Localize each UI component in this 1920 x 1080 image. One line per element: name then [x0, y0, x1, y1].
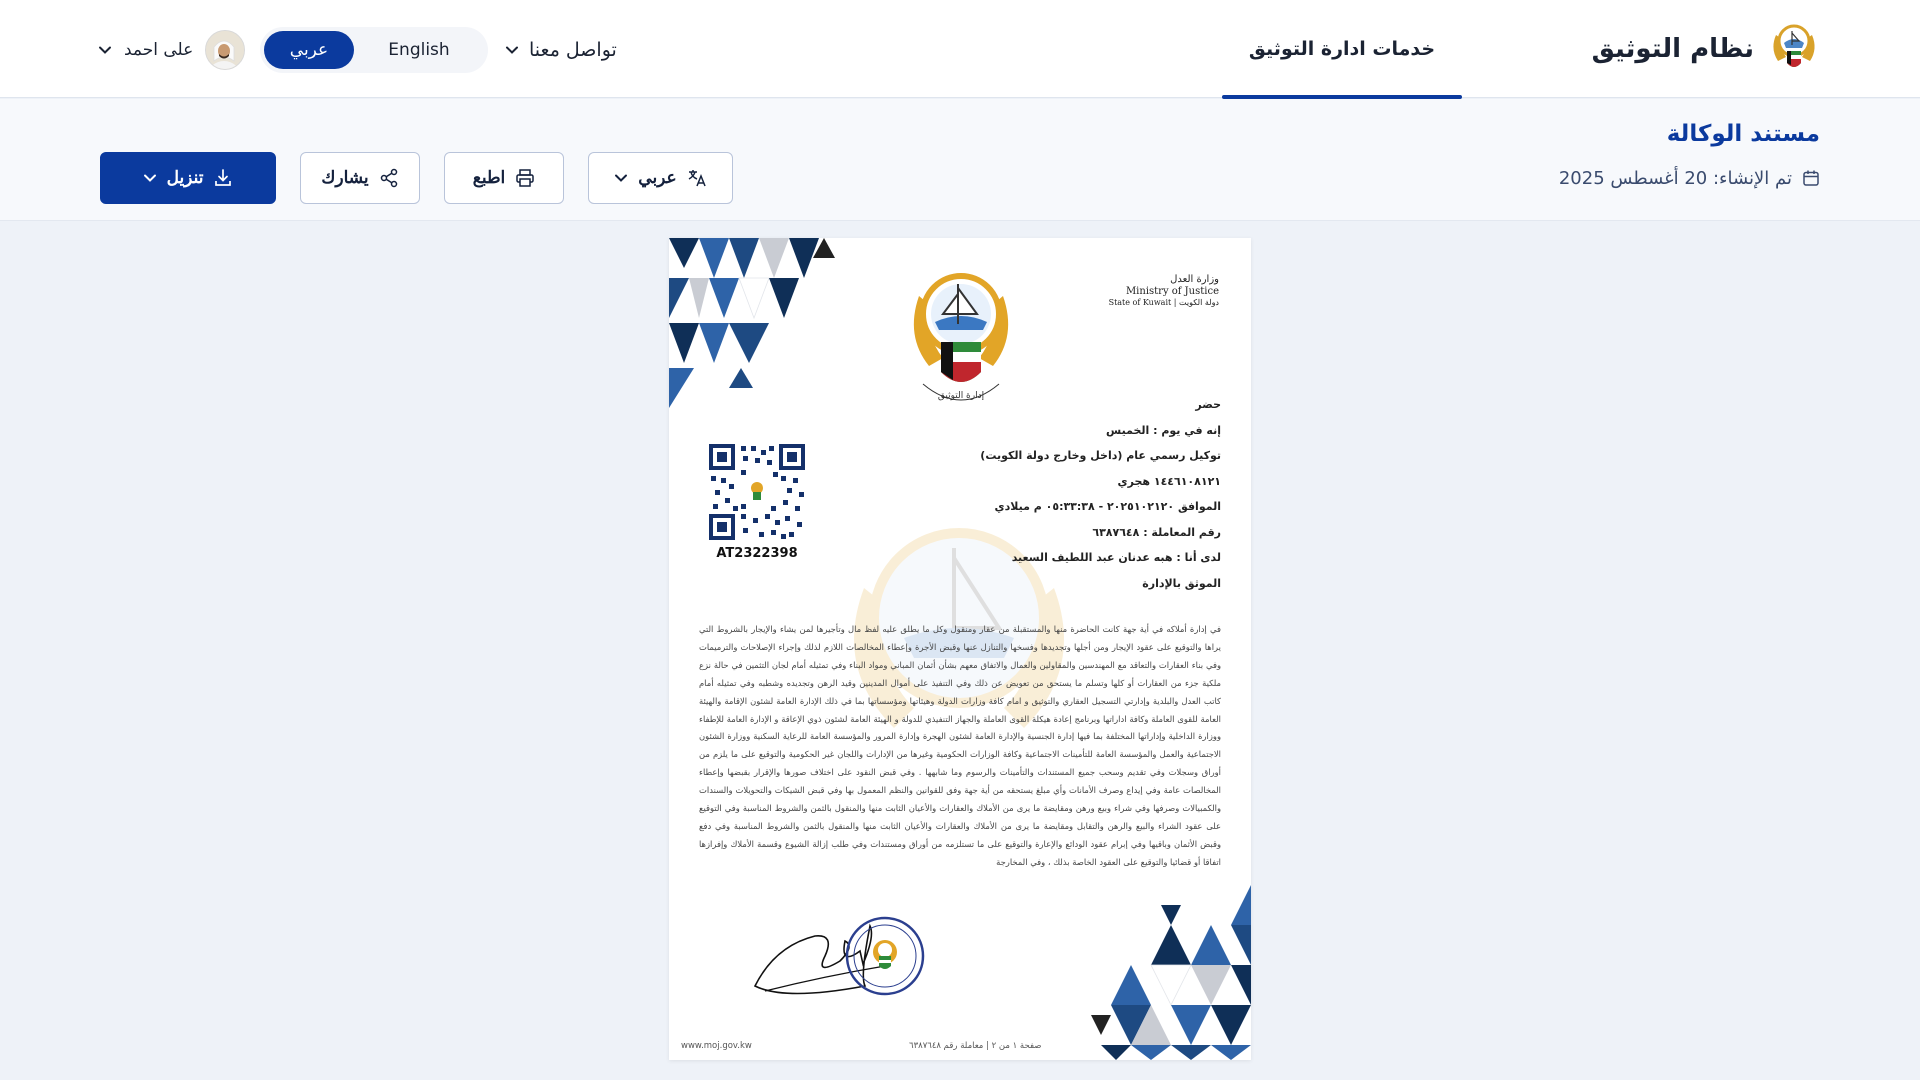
brand-title: نظام التوثيق [1591, 34, 1754, 64]
svg-text:إدارة التوثيق: إدارة التوثيق [937, 391, 985, 401]
brand[interactable] [1592, 20, 1820, 78]
state-name: State of Kuwait | دولة الكويت [1108, 298, 1219, 307]
triangle-decoration-bottom [1081, 885, 1251, 1060]
emblem-icon [1768, 21, 1820, 77]
avatar [205, 30, 245, 70]
print-button[interactable] [444, 152, 564, 204]
qr-code-icon [709, 444, 805, 540]
page-title: مستند الوكالة [1666, 121, 1820, 147]
document-body: في إدارة أملاكه في أية جهة كانت الحاضرة منها والمستقبلة من عقار ومنقول وكل ما يطلق عليه لفظ مال وتأجيرها لمن يشاء والإيجار بالشروط التي يراها والتوقيع على عقود الإيجار ومن أجلها وتجديدها وفسخها والتنازل عنها وقبض الأجرة وإعطاء المخالصات اللازم لذلك وإجراء الإصلاحات والترميمات وفي بناء العقارات والتعاقد مع المهندسين والمقاولين والعمال والاتفاق معهم بشأن أثمان المباني ومواد البناء وفي تمثيله أمام لجان التثمين في حالة نزع ملكية جزء من العقارات أو كلها وتسلم ما يستحق من تعويض عن ذلك وفي التنفيذ على أموال المدينين وقيد الرهن وتجديده وشطبه وفي تمثيله أمام كاتب العدل والبلدية وإدارتي التسجيل العقاري والتوثيق و امام كافة وزارات الدولة وهيئاتها ومؤسساتها بما في ذلك الإدارة العامة لشئون الإقامة والهيئة العامة للقوى العاملة وكافة اداراتها وبرنامج إعادة هيكلة القوى العاملة والجهاز التنفيذي للدولة و الهيئة العامة لشئون ذوي الإعاقة و الإدارة العامة للإطفاء ووزارة الداخلية وإداراتها المختلفة بما فيها إدارة الجنسية والإدارة العامة لشئون الهجرة وإدارة المرور والمؤسسة العامة للرعاية السكنية ووزارة الشئون الاجتماعية والعمل والمؤسسة العامة للتأمينات الاجتماعية وكافة الوزارات الحكومية وغيرها من الإدارات واللجان غير الحكومية والتوقيع على ما يلزم من أوراق وسجلات وفي تقديم وسحب جميع المستندات والتأمينات والرسوم وما شابهها . وفي قبض النقود على اختلاف صورها والإقرار بقبضها وإعطاء المخالصات عامة وفي إيداع وصرف الأمانات وأي مبلغ يستحقه من أية جهة وفق للقوانين والنظم المعمول بها وفي قبض الشيكات والتحويلات والسندات والكمبيالات وصرفها وفي شراء وبيع ورهن ومقايضة ما يرى من الأملاك والعقارات والأعيان الثابت منها والمنقول بالثمن والشروط المناسبة وفي التوقيع على عقود الشراء والبيع والرهن والتقابل ومقايضة ما يرى من الأملاك والعقارات والأعيان الثابت منها والمنقول بالثمن والشروط المناسبة وفي دفع وقبض الأثمان وباقيها وفي إبرام عقود الودائع والإعارة والتوقيع على ما تستلزمه من أوراق ومستندات وفي طلب إزالة الشيوع وقسمة الأملاك وإفرازها اتفاقا أو قضائيا والتوقيع على العقود الخاصة بذلك ، وفي المخارجة [699, 624, 1221, 867]
download-button[interactable] [100, 152, 276, 204]
share-label: يشارك [321, 168, 369, 187]
document-details [881, 392, 1221, 596]
tab-authentication-services[interactable]: خدمات ادارة التوثيق [1222, 0, 1462, 98]
doc-line: حضر [1195, 398, 1221, 411]
ministry-header [1109, 274, 1219, 308]
translate-icon [687, 168, 707, 188]
user-name: على احمد [124, 40, 194, 60]
ministry-name-en: Ministry of Justice [1125, 286, 1219, 297]
print-label: اطبع [472, 168, 506, 187]
doc-line: ١٤٤٦١٠٨١٢١ هجري [1117, 474, 1221, 488]
signature-stamp [745, 906, 935, 1006]
download-icon [213, 168, 233, 188]
chevron-down-icon [98, 43, 112, 57]
doc-line: الموافق ٢٠٢٥١٠٢١٢٠ - ٠٥:٣٣:٣٨ م ميلادي [994, 500, 1221, 513]
user-menu[interactable] [98, 29, 245, 71]
lang-arabic-option[interactable]: عربي [264, 31, 354, 69]
document-language-label: عربي [638, 168, 677, 187]
doc-line: توكيل رسمي عام (داخل وخارج دولة الكويت) [980, 449, 1221, 462]
contact-us-menu[interactable] [505, 34, 617, 66]
ministry-name-ar: وزارة العدل [1170, 274, 1219, 285]
chevron-down-icon [505, 43, 519, 57]
chevron-down-icon [614, 171, 628, 185]
document-preview [669, 238, 1251, 1060]
doc-line: رقم المعاملة : ٦٣٨٧٦٤٨ [1092, 525, 1221, 539]
doc-line: لدى أنا : هبه عدنان عبد اللطيف السعيد [1011, 551, 1221, 564]
document-toolbar [0, 99, 1920, 221]
chevron-down-icon [143, 171, 157, 185]
doc-line: الموثق بالإدارة [1142, 576, 1221, 590]
footer-page-info: صفحة ١ من ٢ | معاملة رقم ٦٣٨٧٦٤٨ [909, 1041, 1042, 1051]
contact-us-label: تواصل معنا [529, 39, 617, 61]
footer-url: www.moj.gov.kw [681, 1041, 752, 1051]
share-icon [379, 168, 399, 188]
share-button[interactable] [300, 152, 420, 204]
doc-line: إنه في يوم : الخميس [1106, 423, 1221, 437]
print-icon [515, 168, 535, 188]
triangle-decoration-top [669, 238, 839, 413]
created-date-text: تم الإنشاء: 20 أغسطس 2025 [1558, 167, 1792, 189]
qr-code-id: AT2322398 [716, 546, 798, 561]
calendar-icon [1802, 169, 1820, 187]
created-date [1559, 165, 1820, 191]
language-toggle [260, 27, 488, 73]
document-language-button[interactable] [588, 152, 733, 204]
top-navbar [0, 0, 1920, 98]
lang-english-option[interactable]: English [388, 40, 450, 60]
download-label: تنزيل [166, 168, 204, 187]
